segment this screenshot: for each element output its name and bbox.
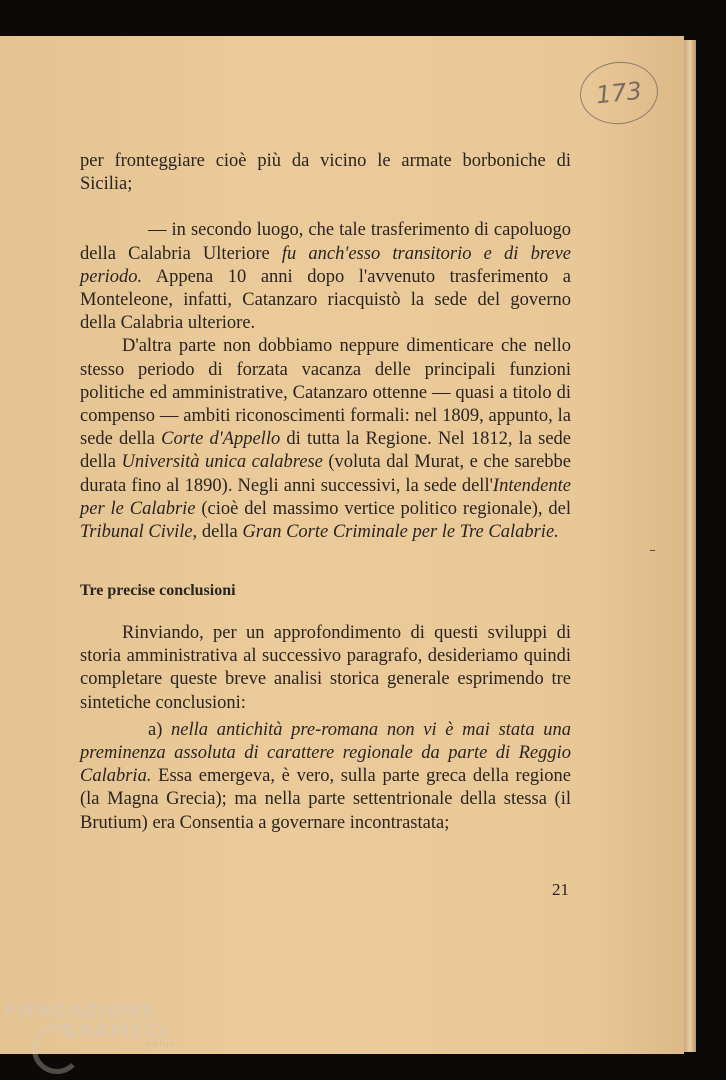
paragraph-4: Rinviando, per un approfondimento di questi sviluppi di storia amministrativa al successivo paragrafo, desideriamo quindi completare queste breve analisi storica generale esprimendo tre sintetiche conclusioni: <box>80 623 571 713</box>
paragraph-3: D'altra parte non dobbiamo neppure dimenticare che nello stesso periodo di forzata vacanza delle principali funzioni politiche ed amministrative, Catanzaro ottenne — quasi a titolo di compenso — ambiti riconoscimenti formali: nel 1809, appunto, la sede della Corte d'Appello di tutta la Regione. Nel 1812, la sede della Università unica calabrese (voluta dal Murat, e che sarebbe durata fino al 1890). Negli anni successivi, la sede dell'Intendente per le Calabrie (cioè del massimo vertice politico regionale), del Tribunal Civile, della Gran Corte Criminale per le Tre Calabrie. <box>80 336 572 543</box>
text-block-bottom <box>80 622 571 835</box>
handwritten-folio-number: 173 <box>577 58 661 128</box>
paragraph-5: a) nella antichità pre-romana non vi è mai stata una preminenza assoluta di carattere regionale da parte di Reggio Calabria. Essa emergeva, è vero, sulla parte greca della regione (la Magna Grecia); ma nella parte settentrionale della stessa (il Brutium) era Consentia a governare incontrastata; <box>80 719 571 833</box>
paragraph-1: per fronteggiare cioè più da vicino le armate borboniche di Sicilia; <box>80 151 571 195</box>
page-edge <box>684 40 696 1052</box>
section-heading: Tre precise conclusioni <box>80 582 236 599</box>
paragraph-2: — in secondo luogo, che tale trasferimento di capoluogo della Calabria Ulteriore fu anch'esso transitorio e di breve periodo. Appena 10 anni dopo l'avvenuto trasferimento a Monteleone, infatti, Catanzaro riacquistò la sede del governo della Calabria ulteriore. <box>80 220 571 334</box>
text-block-top <box>80 150 571 544</box>
page-number: 21 <box>552 880 569 899</box>
watermark: FONDAZIONE GRAMSCI onlus <box>4 1000 176 1050</box>
margin-mark <box>650 550 655 551</box>
